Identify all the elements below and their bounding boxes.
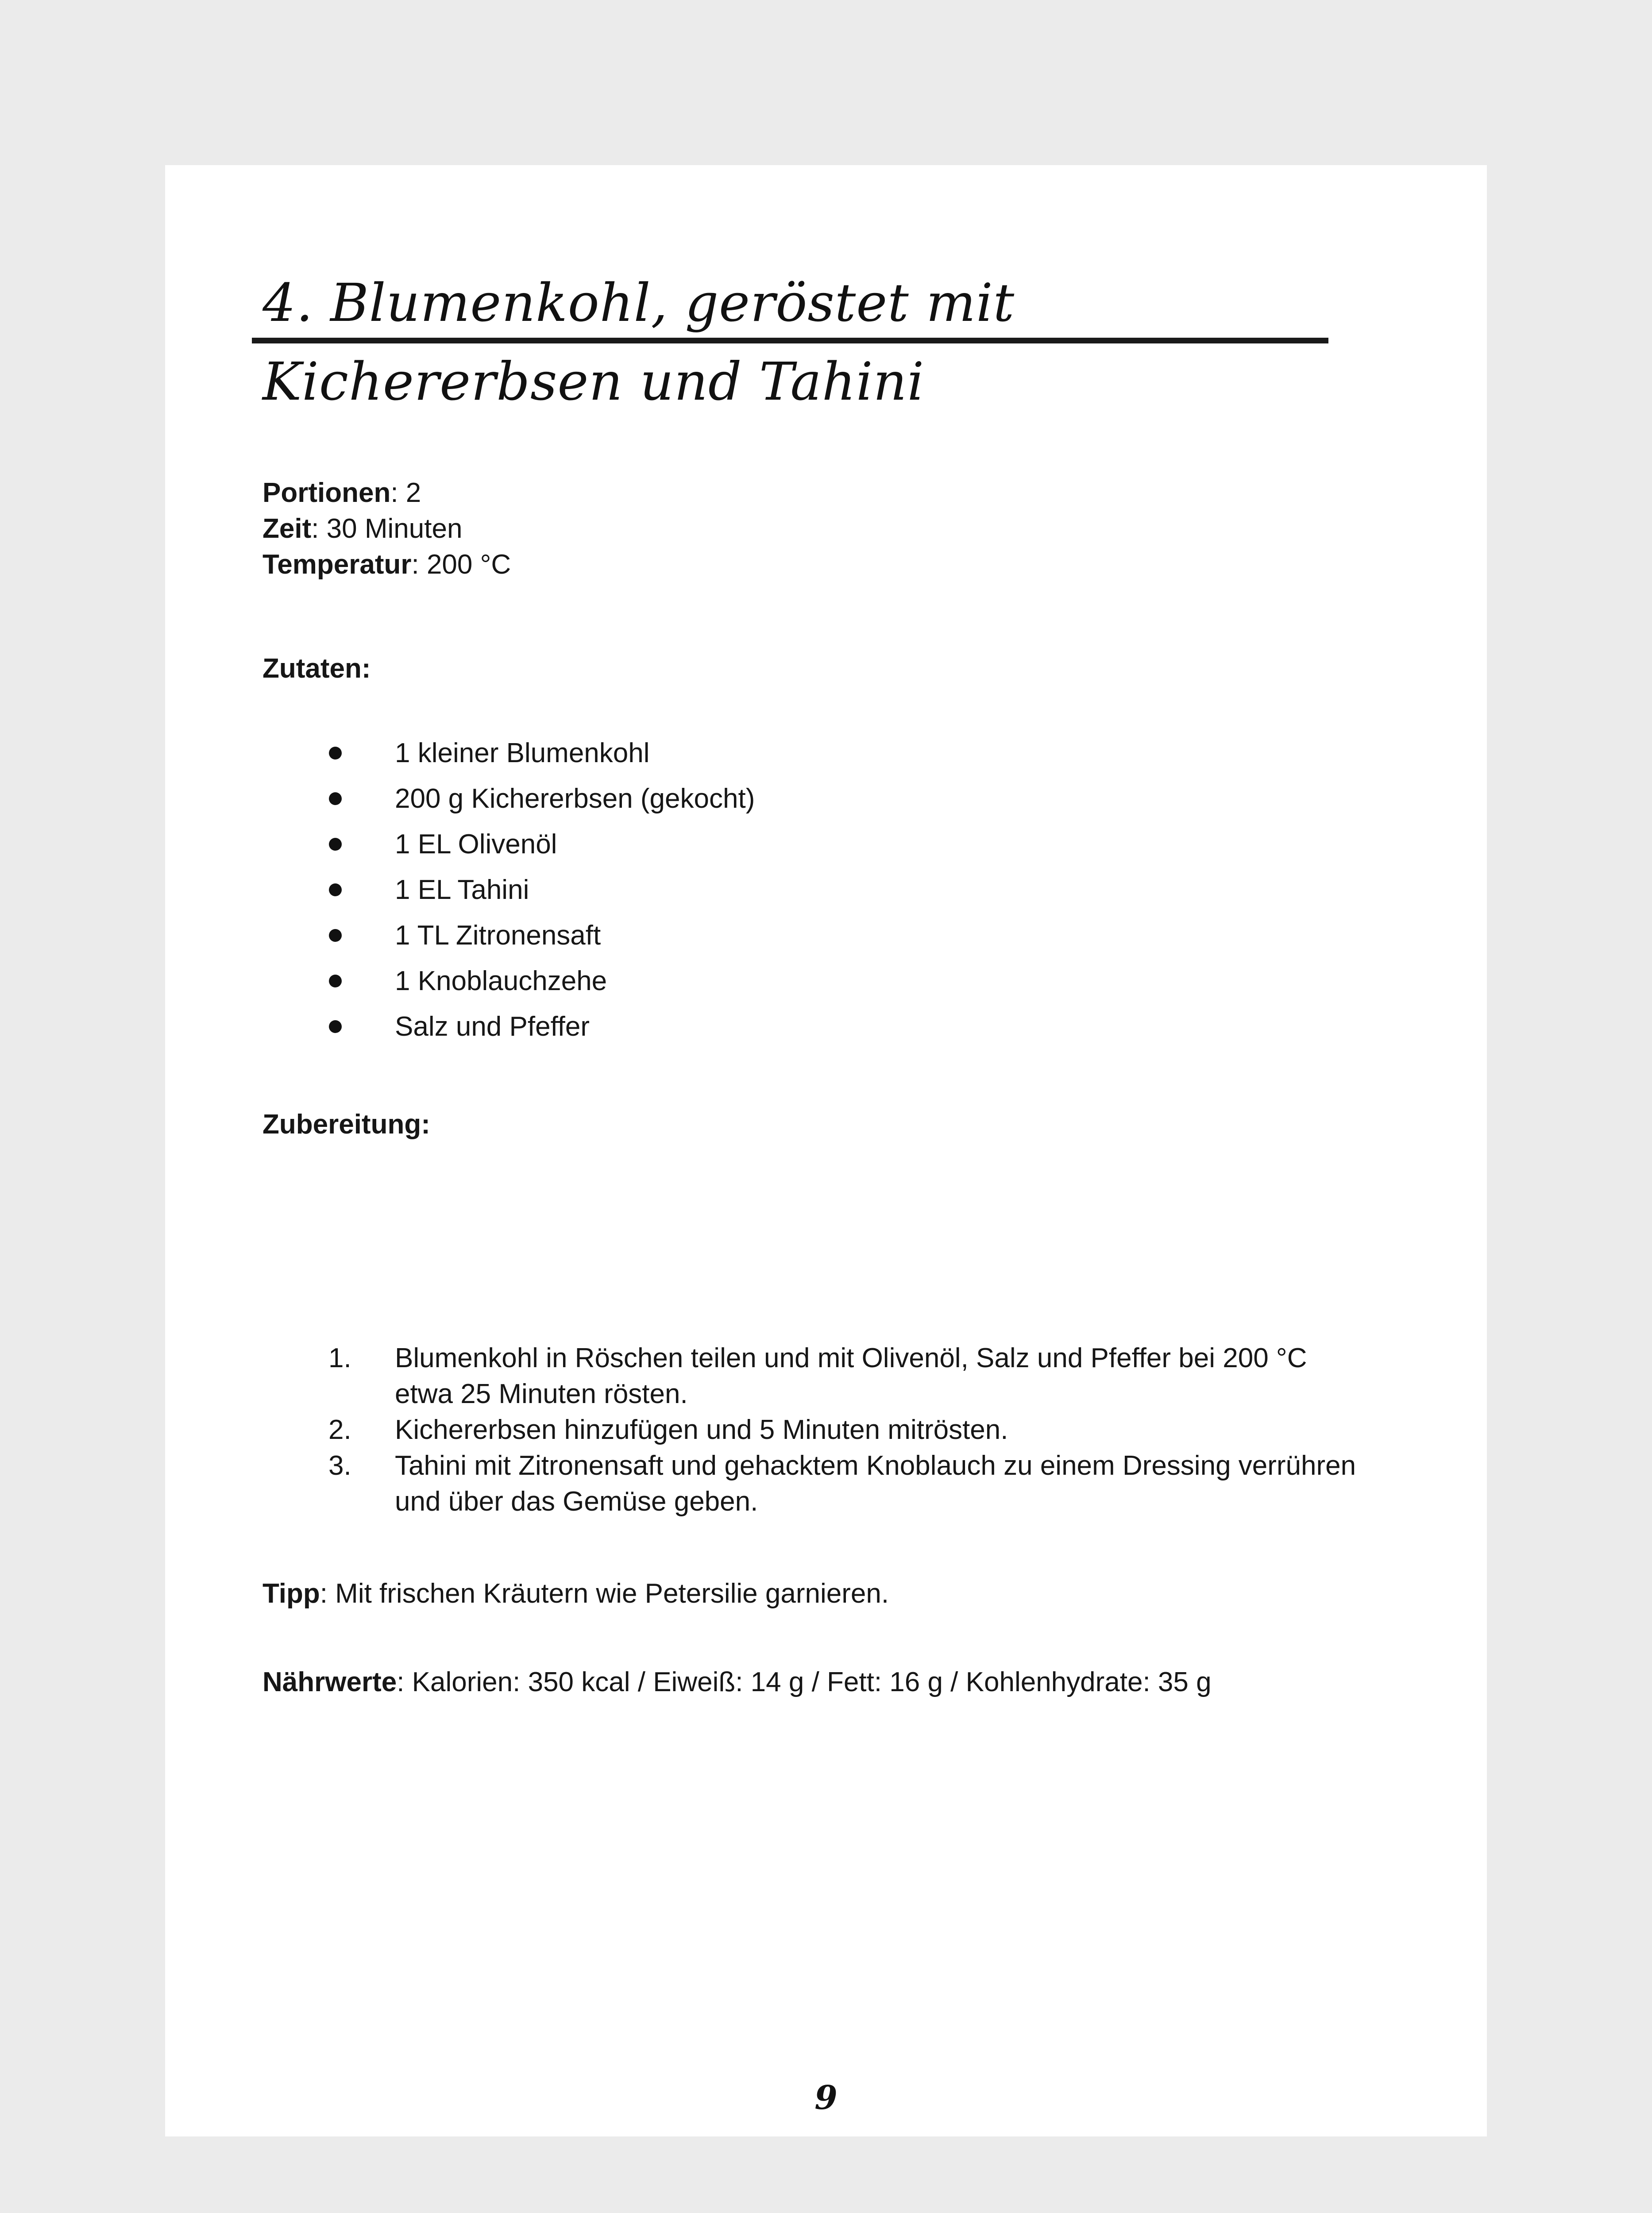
ingredient-text: 1 TL Zitronensaft [395, 920, 601, 951]
step-item [165, 1340, 1487, 1412]
meta-time [262, 511, 511, 547]
ingredients-heading: Zutaten: [262, 653, 371, 684]
ingredient-item [165, 913, 1487, 958]
meta-servings-value: : 2 [390, 478, 421, 508]
tip-label: Tipp [262, 1578, 320, 1609]
ingredient-text: 1 EL Tahini [395, 875, 529, 905]
bullet-icon [329, 792, 342, 805]
tip-text: : Mit frischen Kräutern wie Petersilie garnieren. [320, 1578, 889, 1609]
ingredient-item [165, 958, 1487, 1004]
ingredient-item [165, 1004, 1487, 1049]
step-item [165, 1412, 1487, 1448]
recipe-title: 4. Blumenkohl, geröstet mit Kichererbsen und Tahini [262, 272, 1015, 412]
bullet-icon [329, 1020, 342, 1033]
ingredient-item [165, 821, 1487, 867]
meta-temperature [262, 547, 511, 582]
nutrition-label: Nährwerte [262, 1667, 397, 1697]
step-number: 1. [328, 1343, 351, 1373]
step-text: Kichererbsen hinzufügen und 5 Minuten mitrösten. [395, 1415, 1008, 1445]
bullet-icon [329, 883, 342, 896]
step-number: 2. [328, 1415, 351, 1445]
meta-servings-label: Portionen [262, 478, 391, 508]
step-number: 3. [328, 1450, 351, 1481]
meta-temperature-value: : 200 °C [411, 549, 511, 580]
ingredient-text: 1 kleiner Blumenkohl [395, 738, 650, 768]
meta-time-label: Zeit [262, 513, 312, 544]
step-item [165, 1448, 1487, 1519]
steps-heading: Zubereitung: [262, 1109, 430, 1140]
bullet-icon [329, 838, 342, 851]
document-page [165, 165, 1487, 2136]
bullet-icon [329, 975, 342, 987]
ingredient-text: 1 Knoblauchzehe [395, 966, 607, 996]
steps-list [165, 1340, 1487, 1519]
meta-servings [262, 475, 511, 511]
page-number: 9 [814, 2079, 838, 2117]
nutrition-line [262, 1664, 1212, 1700]
title-underline [252, 338, 1328, 343]
ingredient-item [165, 867, 1487, 913]
ingredient-text: Salz und Pfeffer [395, 1011, 590, 1042]
tip-line [262, 1576, 889, 1612]
recipe-meta [262, 475, 511, 582]
bullet-icon [329, 747, 342, 760]
meta-time-value: : 30 Minuten [311, 513, 463, 544]
ingredient-item [165, 730, 1487, 776]
ingredient-text: 200 g Kichererbsen (gekocht) [395, 783, 755, 814]
nutrition-text: : Kalorien: 350 kcal / Eiweiß: 14 g / Fett: 16 g / Kohlenhydrate: 35 g [397, 1667, 1212, 1697]
step-text: Tahini mit Zitronensaft und gehacktem Knoblauch zu einem Dressing verrühren und über das Gemüse geben. [395, 1450, 1356, 1517]
bullet-icon [329, 929, 342, 942]
meta-temperature-label: Temperatur [262, 549, 412, 580]
step-text: Blumenkohl in Röschen teilen und mit Olivenöl, Salz und Pfeffer bei 200 °C etwa 25 Minuten rösten. [395, 1343, 1307, 1409]
ingredient-text: 1 EL Olivenöl [395, 829, 557, 860]
ingredient-item [165, 776, 1487, 821]
ingredients-list [165, 730, 1487, 1049]
